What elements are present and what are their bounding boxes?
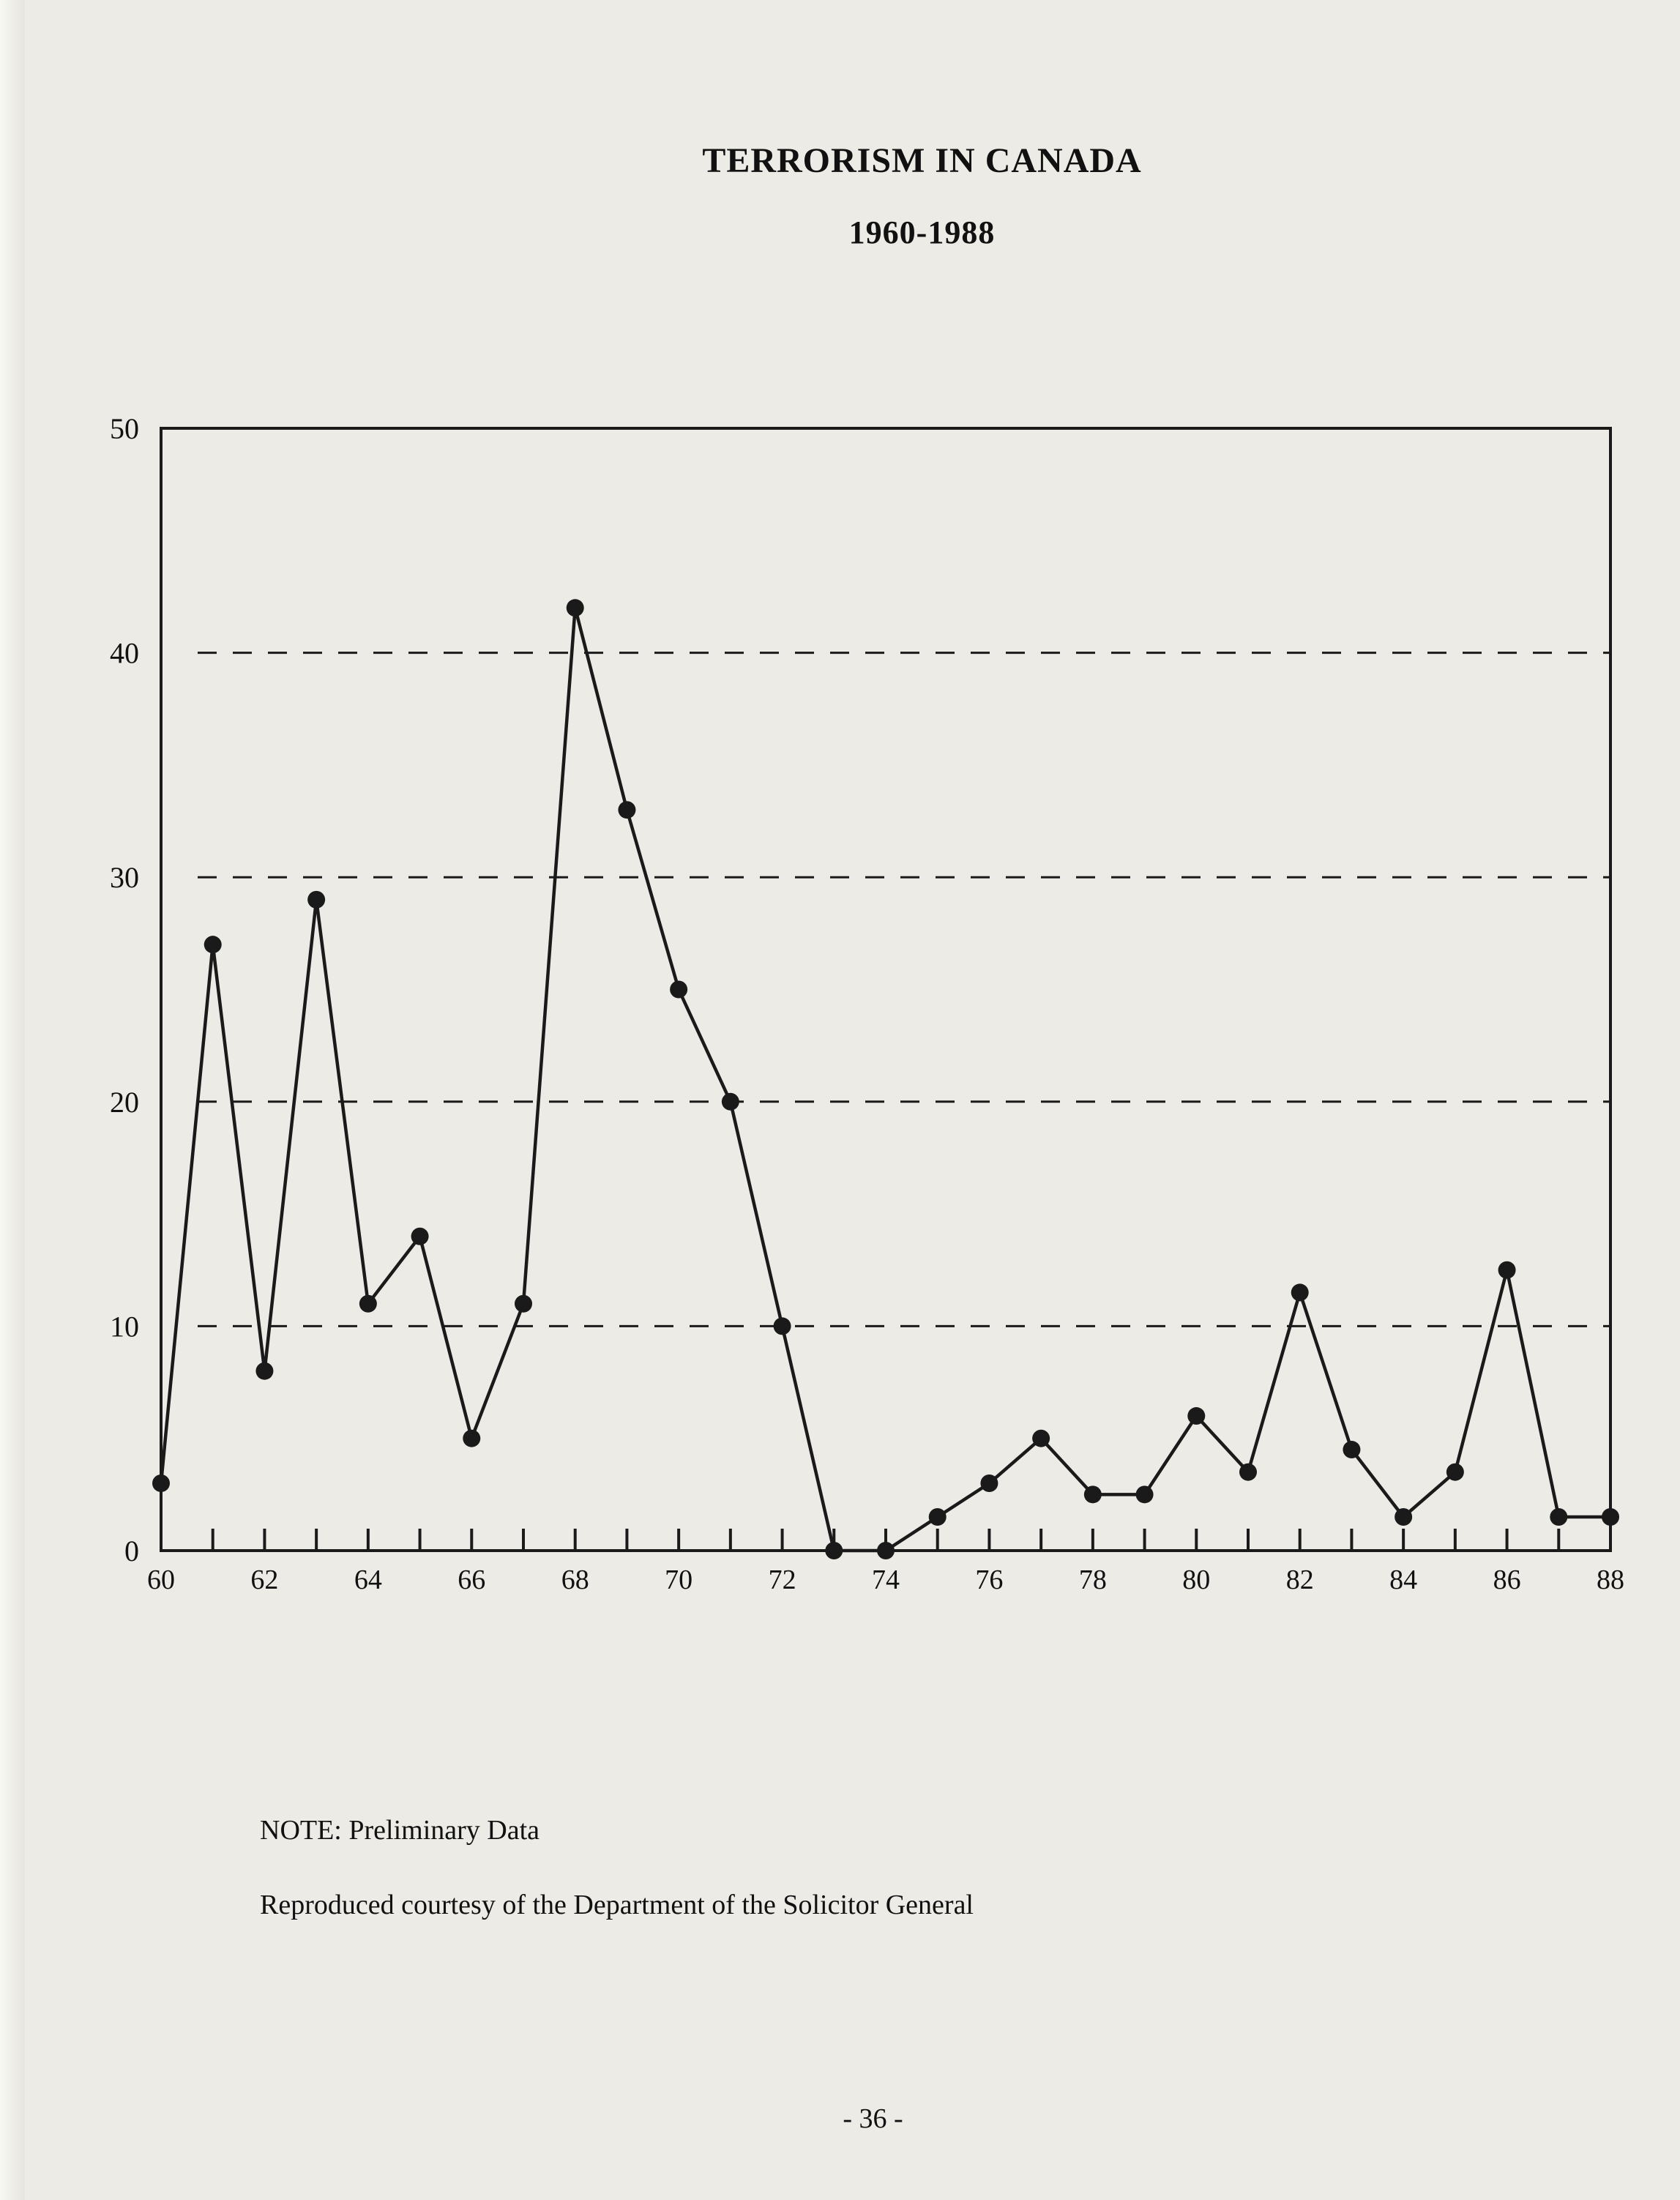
- y-tick-label: 20: [110, 1085, 139, 1119]
- plot-frame: [161, 428, 1610, 1551]
- data-point: [1239, 1463, 1257, 1481]
- data-point: [1498, 1261, 1516, 1279]
- data-point: [1550, 1508, 1567, 1526]
- data-point: [1032, 1430, 1050, 1447]
- page-number: - 36 -: [843, 2103, 903, 2134]
- data-point: [774, 1317, 791, 1335]
- x-tick-label: 64: [354, 1565, 382, 1595]
- data-point: [204, 936, 222, 953]
- data-point: [463, 1430, 480, 1447]
- x-tick-label: 66: [458, 1565, 486, 1595]
- x-tick-label: 72: [768, 1565, 796, 1595]
- chart-title: TERRORISM IN CANADA: [702, 141, 1142, 180]
- y-tick-label: 30: [110, 861, 139, 895]
- y-tick-label: 10: [110, 1310, 139, 1343]
- data-point: [825, 1542, 843, 1559]
- chart-subtitle: 1960-1988: [848, 215, 996, 250]
- x-tick-label: 68: [561, 1565, 589, 1595]
- credit-text: Reproduced courtesy of the Department of the Solicitor General: [260, 1890, 974, 1920]
- data-point: [1395, 1508, 1412, 1526]
- y-tick-label: 0: [124, 1535, 139, 1567]
- series-line: [161, 608, 1610, 1551]
- data-point: [929, 1508, 947, 1526]
- data-point: [618, 801, 635, 819]
- x-tick-label: 88: [1597, 1565, 1624, 1595]
- data-point: [515, 1295, 532, 1313]
- x-tick-label: 80: [1182, 1565, 1211, 1595]
- data-point: [411, 1228, 429, 1245]
- data-point: [1446, 1463, 1464, 1481]
- data-point: [670, 981, 687, 999]
- data-point: [255, 1362, 273, 1380]
- x-tick-label: 76: [975, 1565, 1004, 1595]
- data-point: [1187, 1407, 1205, 1425]
- data-point: [1291, 1283, 1309, 1301]
- x-tick-label: 62: [250, 1565, 279, 1595]
- data-point: [567, 599, 584, 616]
- data-point: [307, 891, 325, 909]
- x-tick-label: 86: [1493, 1565, 1521, 1595]
- x-tick-label: 60: [147, 1565, 175, 1595]
- y-tick-label: 40: [110, 636, 139, 670]
- data-point: [722, 1093, 739, 1111]
- data-point: [980, 1474, 998, 1492]
- data-point: [1136, 1485, 1154, 1503]
- note-text: NOTE: Preliminary Data: [260, 1815, 540, 1846]
- data-point: [1602, 1508, 1619, 1526]
- data-point: [1084, 1485, 1102, 1503]
- data-point: [152, 1474, 170, 1492]
- x-tick-label: 84: [1389, 1565, 1418, 1595]
- x-tick-label: 78: [1078, 1565, 1107, 1595]
- data-point: [877, 1542, 895, 1559]
- x-tick-label: 70: [665, 1565, 693, 1595]
- data-point: [1343, 1441, 1360, 1458]
- x-tick-label: 82: [1285, 1565, 1314, 1595]
- y-tick-label: 50: [110, 412, 139, 445]
- x-tick-label: 74: [872, 1565, 900, 1595]
- data-point: [359, 1295, 377, 1313]
